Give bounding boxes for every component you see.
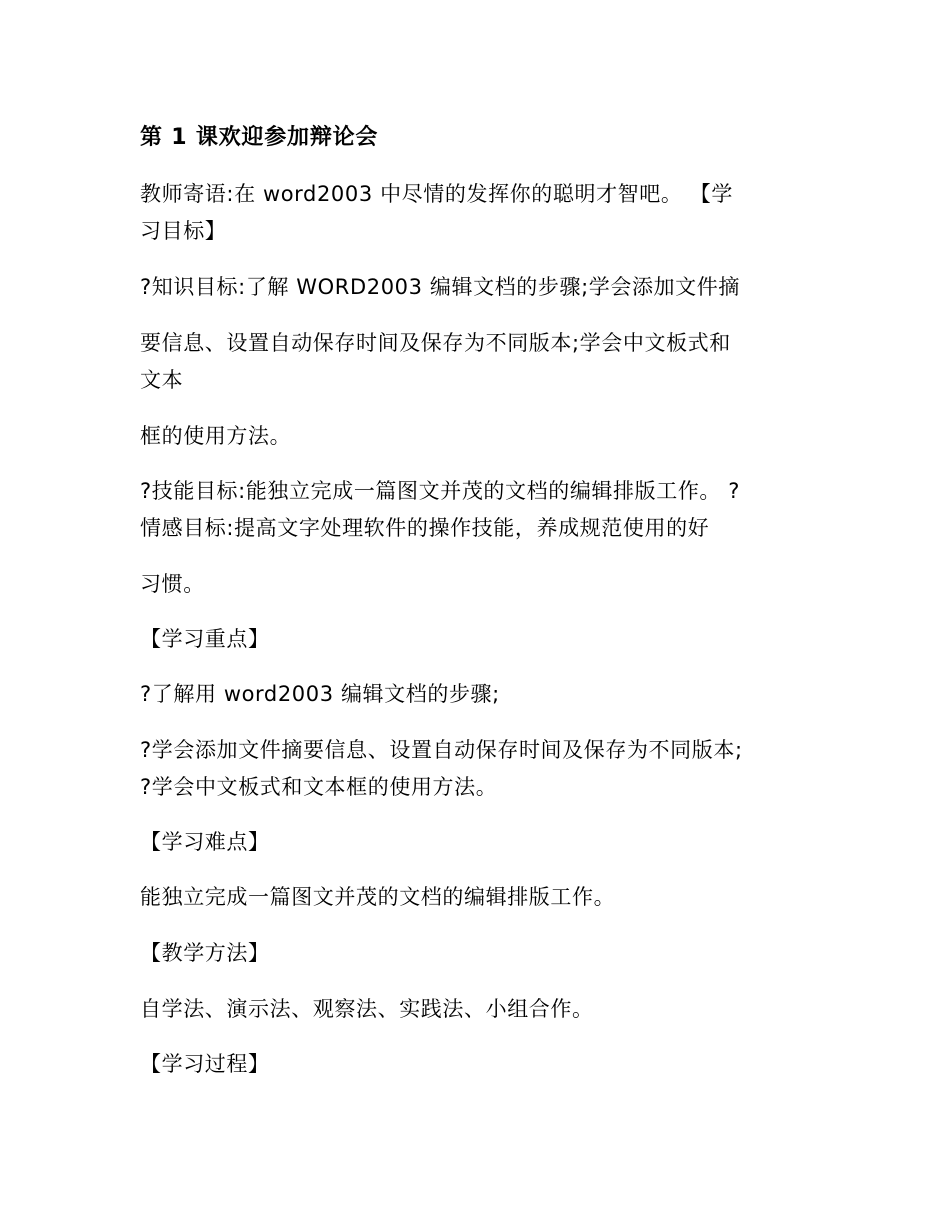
text-line: 情感目标:提高文字处理软件的操作技能，养成规范使用的好: [140, 516, 710, 540]
lesson-title: 第 1 课欢迎参加辩论会: [140, 125, 379, 150]
section-heading: 【教学方法】: [140, 941, 270, 965]
text-line: 习惯。: [140, 572, 205, 596]
text-line: 能独立完成一篇图文并茂的文档的编辑排版工作。: [140, 885, 616, 909]
section-heading: 【学习重点】: [140, 627, 270, 651]
text-line: ?了解用 word2003 编辑文档的步骤;: [140, 682, 500, 706]
text-line: ?技能目标:能独立完成一篇图文并茂的文档的编辑排版工作。 ?: [140, 479, 741, 503]
text-line: ?学会添加文件摘要信息、设置自动保存时间及保存为不同版本;: [140, 738, 743, 762]
section-heading: 【学习难点】: [140, 830, 270, 854]
text-line: ?学会中文板式和文本框的使用方法。: [140, 775, 498, 799]
text-line: 教师寄语:在 word2003 中尽情的发挥你的聪明才智吧。 【学: [140, 182, 733, 206]
text-line: 习目标】: [140, 219, 227, 243]
text-line: ?知识目标:了解 WORD2003 编辑文档的步骤;学会添加文件摘: [140, 275, 740, 299]
text-line: 框的使用方法。: [140, 424, 292, 448]
text-line: 自学法、演示法、观察法、实践法、小组合作。: [140, 997, 594, 1021]
section-heading: 【学习过程】: [140, 1052, 270, 1076]
text-line: 要信息、设置自动保存时间及保存为不同版本;学会中文板式和: [140, 331, 731, 355]
text-line: 文本: [140, 368, 184, 392]
